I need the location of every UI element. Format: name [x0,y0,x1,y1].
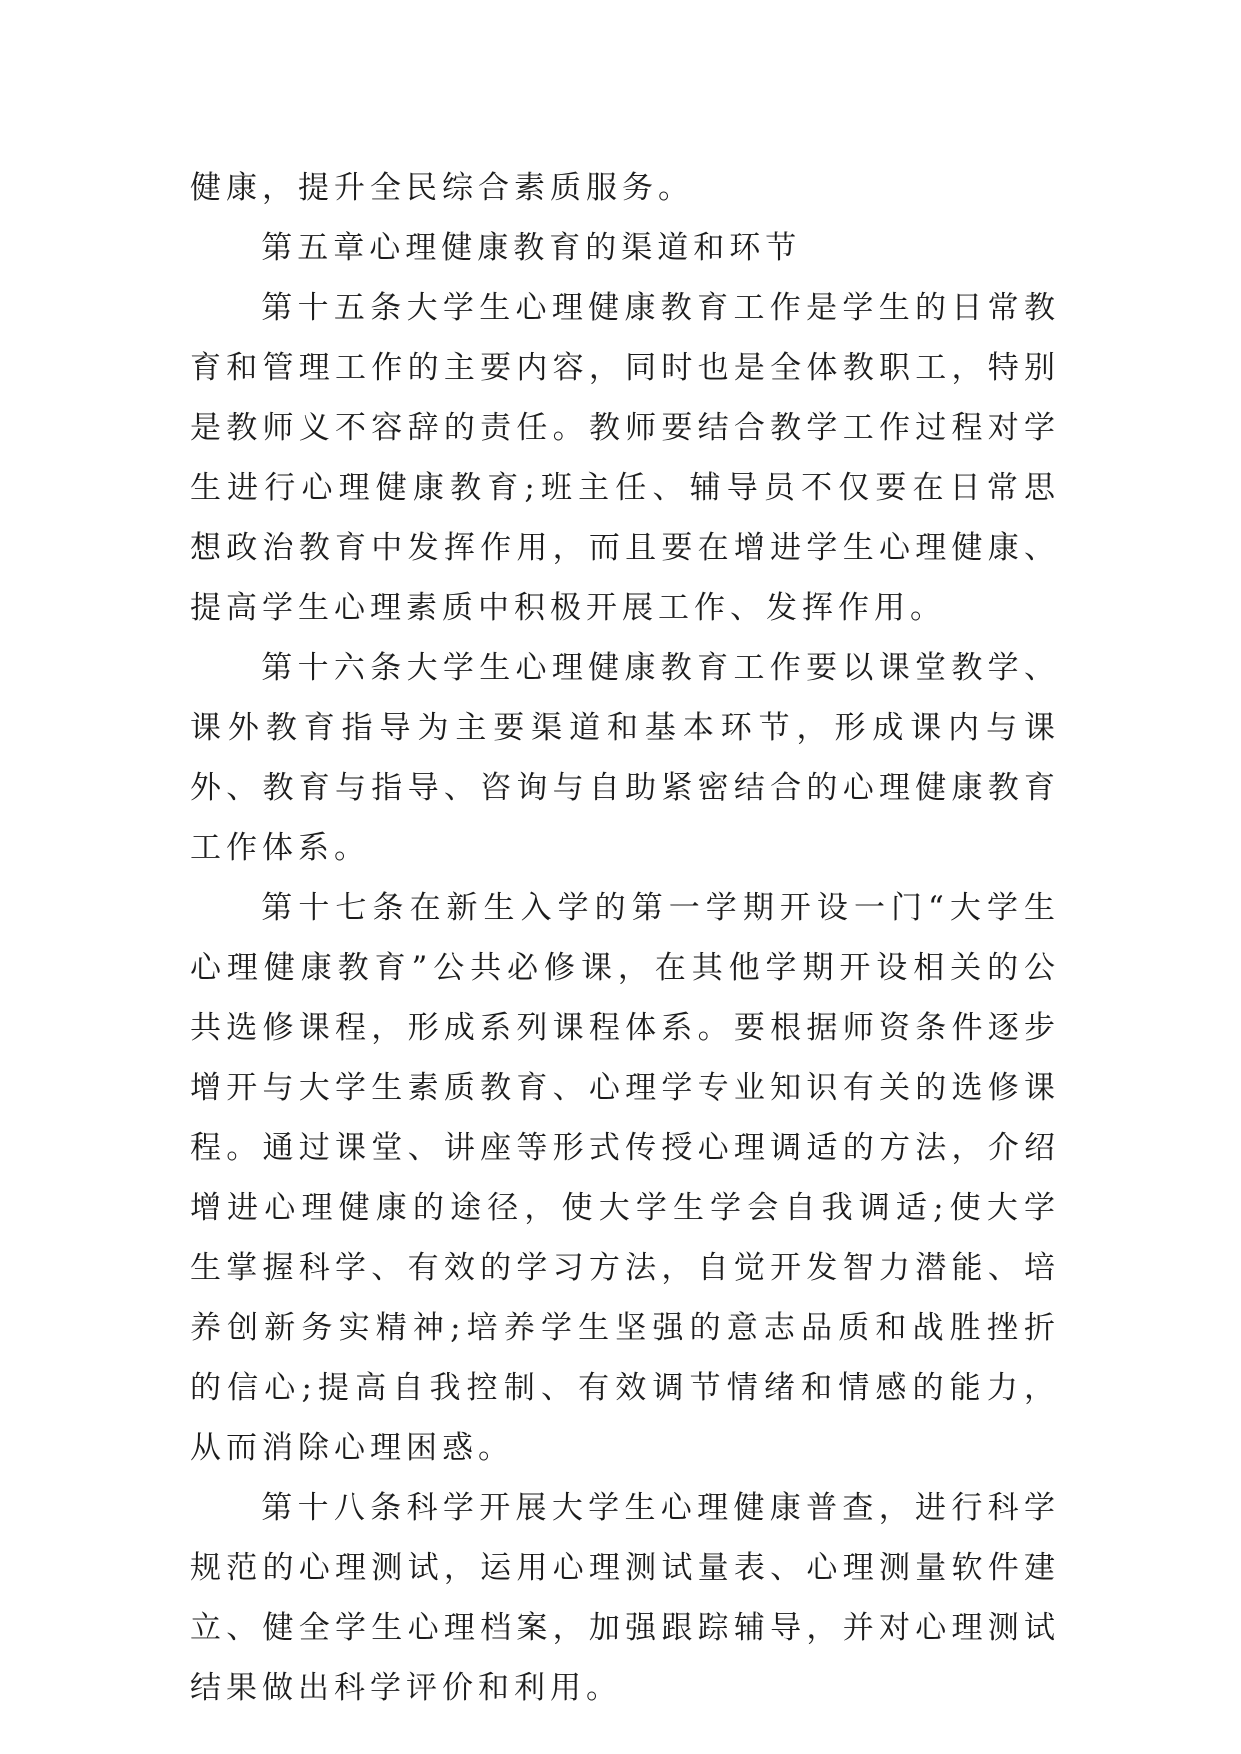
chapter-heading: 第五章心理健康教育的渠道和环节 [261,230,802,266]
paragraph-continuation: 健康，提升全民综合素质服务。 [190,170,694,206]
article-17: 第十七条在新生入学的第一学期开设一门“大学生心理健康教育”公共必修课，在其他学期开设相关的公共选修课程，形成系列课程体系。要根据师资条件逐步增开与大学生素质教育、心理学专业知识有关的选修课程。通过课堂、讲座等形式传授心理调适的方法，介绍增进心理健康的途径，使大学生学会自我调适;使大学生掌握科学、有效的学习方法，自觉开发智力潜能、培养创新务实精神;培养学生坚强的意志品质和战胜挫折的信心;提高自我控制、有效调节情绪和情感的能力，从而消除心理困惑。 [190,890,1060,1466]
document-body [190,158,1060,1718]
article-16: 第十六条大学生心理健康教育工作要以课堂教学、课外教育指导为主要渠道和基本环节，形成课内与课外、教育与指导、咨询与自助紧密结合的心理健康教育工作体系。 [190,650,1060,866]
article-15: 第十五条大学生心理健康教育工作是学生的日常教育和管理工作的主要内容，同时也是全体教职工，特别是教师义不容辞的责任。教师要结合教学工作过程对学生进行心理健康教育;班主任、辅导员不仅要在日常思想政治教育中发挥作用，而且要在增进学生心理健康、提高学生心理素质中积极开展工作、发挥作用。 [190,290,1060,626]
article-18: 第十八条科学开展大学生心理健康普查，进行科学规范的心理测试，运用心理测试量表、心理测量软件建立、健全学生心理档案，加强跟踪辅导，并对心理测试结果做出科学评价和利用。 [190,1490,1060,1706]
